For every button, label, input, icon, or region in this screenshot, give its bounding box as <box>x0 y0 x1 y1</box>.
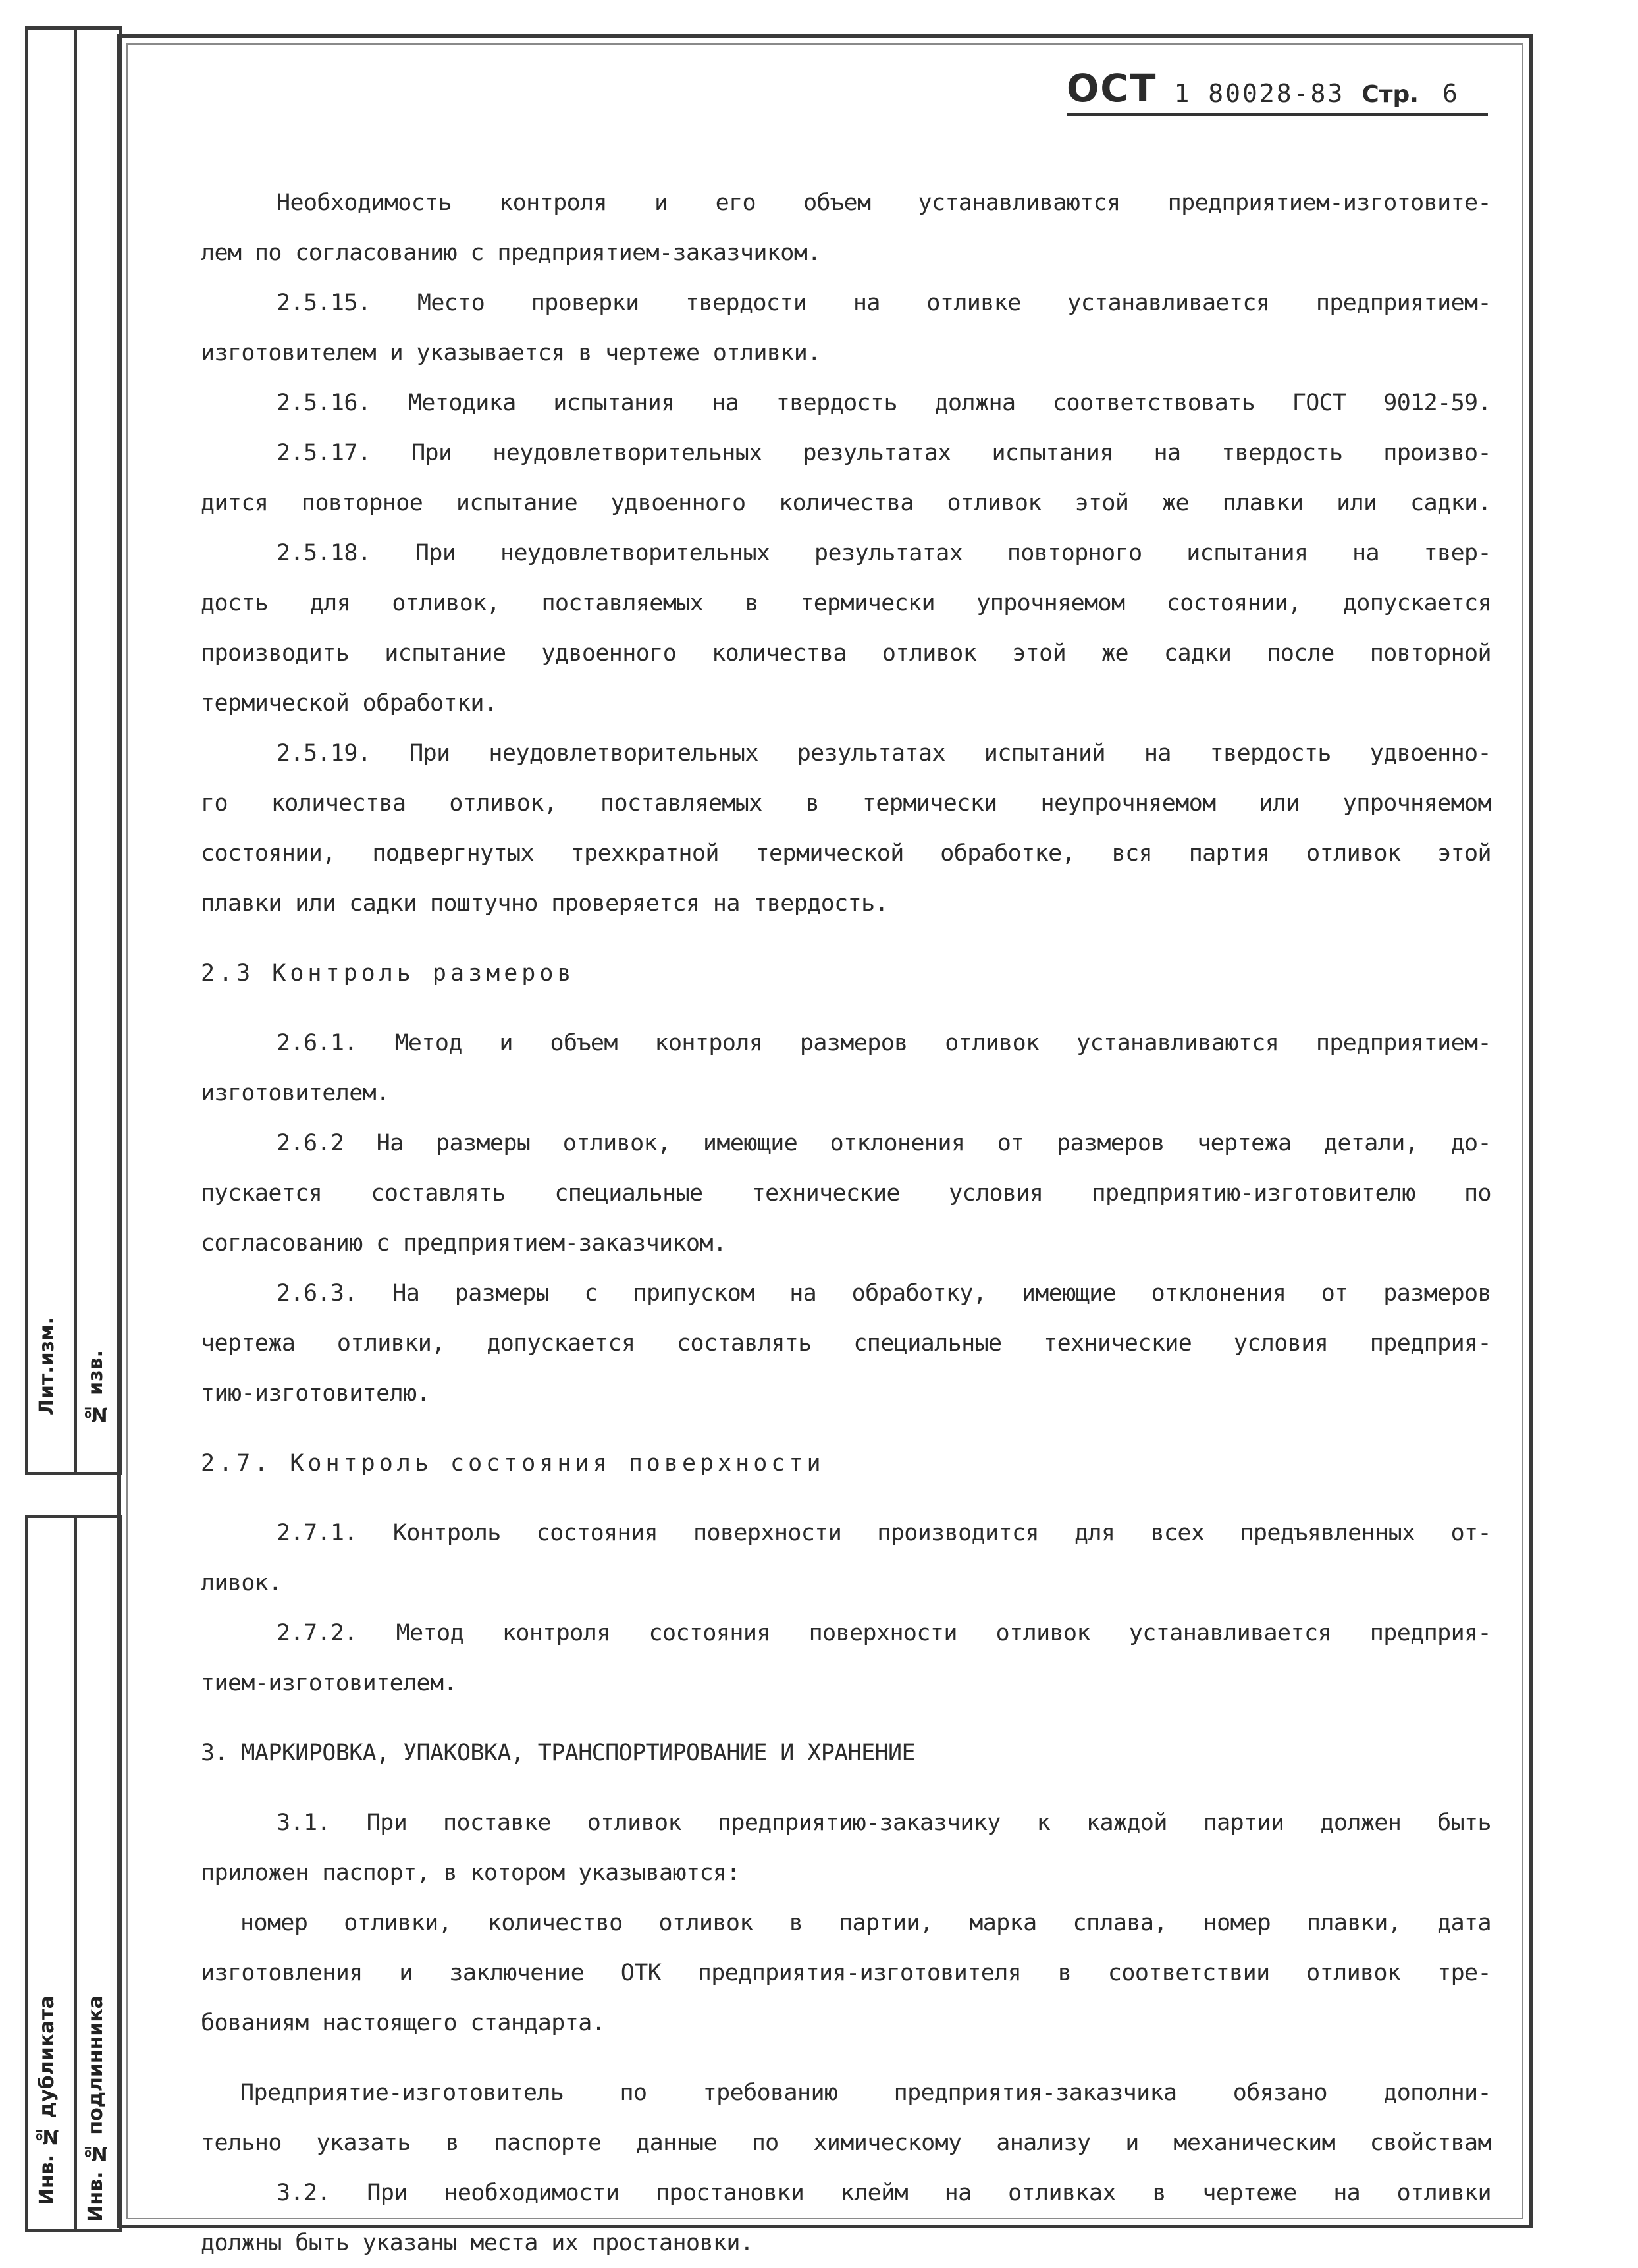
revision-letter-label: Лит.изм. <box>36 1317 59 1416</box>
page-number: 6 <box>1442 79 1458 108</box>
text-line: чертежа отливки, допускается составлять специальные технические условия предприя- <box>201 1330 1491 1357</box>
text-line: должны быть указаны места их простановки. <box>201 2230 754 2256</box>
text-line: 2.5.19. При неудовлетворительных результатах испытаний на твердость удвоенно- <box>277 740 1491 767</box>
margin-divider-upper <box>74 26 77 1475</box>
text-line: 2.7.1. Контроль состояния поверхности производится для всех предъявленных от- <box>277 1520 1491 1546</box>
text-line: изготовления и заключение ОТК предприятия-изготовителя в соответствии отливок тре- <box>201 1960 1491 1986</box>
text-line: 2.5.17. При неудовлетворительных результатах испытания на твердость произво- <box>277 440 1491 466</box>
text-line: ливок. <box>201 1570 282 1596</box>
original-inventory-label: Инв. № подлинника <box>84 1995 107 2222</box>
text-line: Предприятие-изготовитель по требованию предприятия-заказчика обязано дополни- <box>240 2080 1491 2106</box>
text-line: бованиям настоящего стандарта. <box>201 2010 606 2036</box>
text-line: приложен паспорт, в котором указываются: <box>201 1860 740 1886</box>
duplicate-inventory-label: Инв. № дубликата <box>36 1995 59 2205</box>
text-line: изготовителем. <box>201 1080 390 1106</box>
text-line: 2.5.15. Место проверки твердости на отливке устанавливается предприятием- <box>277 290 1491 316</box>
text-line: дится повторное испытание удвоенного количества отливок этой же плавки или садки. <box>201 490 1491 516</box>
section-heading: 2.7. Контроль состояния поверхности <box>201 1450 825 1476</box>
text-line: 2.6.3. На размеры с припуском на обработку, имеющие отклонения от размеров <box>277 1280 1491 1307</box>
text-line: 2.5.18. При неудовлетворительных результатах повторного испытания на твер- <box>277 540 1491 566</box>
text-line: тию-изготовителю. <box>201 1380 431 1407</box>
text-line: го количества отливок, поставляемых в термически неупрочняемом или упрочняемом <box>201 790 1491 817</box>
text-line: 2.6.2 На размеры отливок, имеющие отклонения от размеров чертежа детали, до- <box>277 1130 1491 1156</box>
standard-number: 1 80028-83 <box>1174 79 1345 108</box>
text-line: тельно указать в паспорте данные по химическому анализу и механическим свойствам <box>201 2130 1491 2156</box>
text-line: 3.1. При поставке отливок предприятию-заказчику к каждой партии должен быть <box>277 1810 1491 1836</box>
notice-number-label: № изв. <box>84 1350 107 1426</box>
text-line: состоянии, подвергнутых трехкратной термической обработке, вся партия отливок этой <box>201 840 1491 867</box>
text-line: дость для отливок, поставляемых в термически упрочняемом состоянии, допускается <box>201 590 1491 616</box>
text-line: пускается составлять специальные технические условия предприятию-изготовителю по <box>201 1180 1491 1206</box>
text-line: лем по согласованию с предприятием-заказчиком. <box>201 240 821 266</box>
text-line: 2.7.2. Метод контроля состояния поверхности отливок устанавливается предприя- <box>277 1620 1491 1646</box>
section-heading: 3. МАРКИРОВКА, УПАКОВКА, ТРАНСПОРТИРОВАНИЕ И ХРАНЕНИЕ <box>201 1740 916 1766</box>
text-line: производить испытание удвоенного количества отливок этой же садки после повторной <box>201 640 1491 666</box>
text-line: 3.2. При необходимости простановки клейм на отливках в чертеже на отливки <box>277 2180 1491 2206</box>
document-body <box>201 178 1491 2268</box>
margin-divider-lower <box>74 1515 77 2232</box>
page-label: Стр. <box>1361 81 1419 108</box>
text-line: 2.5.16. Методика испытания на твердость должна соответствовать ГОСТ 9012-59. <box>277 390 1491 416</box>
text-line: номер отливки, количество отливок в партии, марка сплава, номер плавки, дата <box>240 1910 1491 1936</box>
text-line: изготовителем и указывается в чертеже отливки. <box>201 340 821 366</box>
text-line: тием-изготовителем. <box>201 1670 457 1696</box>
text-line: плавки или садки поштучно проверяется на твердость. <box>201 890 889 917</box>
text-line: 2.6.1. Метод и объем контроля размеров отливок устанавливаются предприятием- <box>277 1030 1491 1056</box>
section-heading: 2.3 Контроль размеров <box>201 960 575 986</box>
document-header <box>1067 65 1488 116</box>
text-line: термической обработки. <box>201 690 498 716</box>
text-line: Необходимость контроля и его объем устанавливаются предприятием-изготовите- <box>277 190 1491 216</box>
text-line: согласованию с предприятием-заказчиком. <box>201 1230 727 1256</box>
ost-label: ОСТ <box>1067 66 1157 111</box>
